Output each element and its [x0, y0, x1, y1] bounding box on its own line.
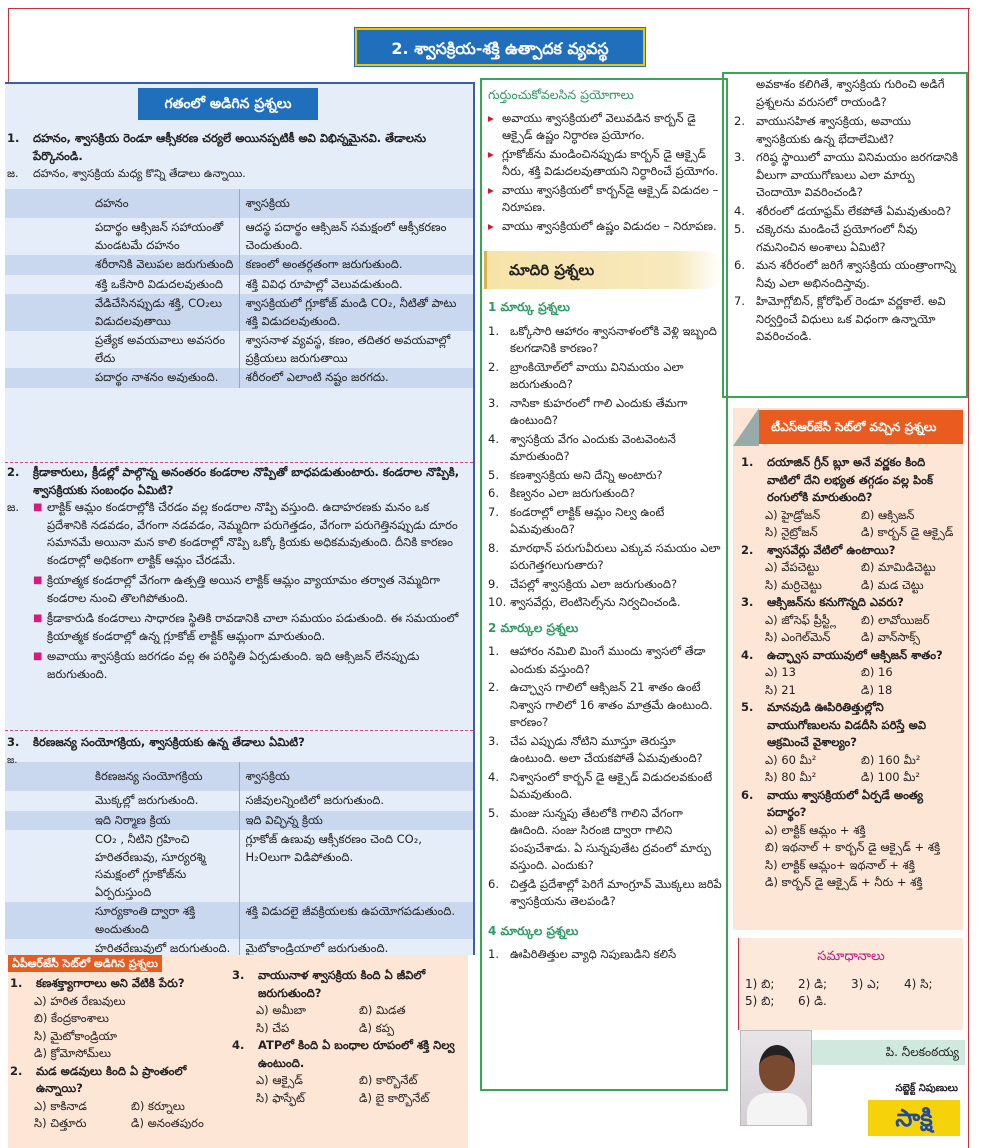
table-cell: శక్తి ఒకేసారి విడుదలవుతుంది [95, 276, 224, 291]
question-item [488, 876, 722, 911]
option: సి) 80 మీ² [765, 770, 817, 784]
question-row [230, 967, 462, 1002]
answer-item: 1) బి; [745, 976, 775, 991]
bullet-icon: ■ [33, 575, 43, 586]
option: బి) లావోయిజర్ [861, 612, 930, 627]
question-number: 1. [488, 644, 499, 658]
question-item [488, 467, 722, 485]
question-text: కణశక్త్యాగారాలు అని వేటికి పేరు? [36, 976, 185, 990]
table-cell: శక్తి వివిధ రూపాల్లో వెలువడుతుంది. [239, 275, 473, 295]
options [8, 993, 228, 1063]
options [739, 507, 957, 542]
option: సి) 21 [765, 682, 796, 697]
experiment-item [488, 110, 722, 145]
arrow-icon: ▸ [488, 146, 494, 161]
question-number: 2. [488, 680, 499, 694]
option: డి) 18 [861, 682, 893, 697]
question-item [488, 323, 722, 358]
question-text: చక్కెరను మండించే ప్రయోగంలో నీవు గమనించిన అంశాలు ఏమిటి? [756, 222, 918, 254]
one-mark-list [488, 323, 722, 612]
mcq-question [739, 594, 957, 647]
tsrjc-heading: టీఎస్‌ఆర్‌జేసీ సెట్‌లో వచ్చిన ప్రశ్నలు [759, 410, 963, 444]
table-cell: గ్లూకోజ్ ఉణువు ఆక్సీకరణం చెంది CO₂, H₂Oలుగా విడిపోతుంది. [239, 830, 473, 902]
question-text: చేపల్లో శ్వాసక్రియ ఎలా జరుగుతుంది? [510, 576, 678, 591]
option: బి) 160 మీ² [861, 752, 921, 767]
question-text: హిమోగ్లోబిన్, క్లోరోఫిల్ రెండూ వర్ణకాలే. అవి నిర్వర్తించే విధులు ఒక విధంగా ఉన్నాయో వివరించండి. [756, 294, 946, 343]
options [739, 752, 957, 787]
arrow-icon: ▸ [488, 182, 494, 197]
mcq-question [739, 542, 957, 595]
question-text: మడ అడవులు కింది ఏ ప్రాంతంలో ఉన్నాయి? [36, 1063, 187, 1095]
option: ఎ) హైడ్రోజన్ [765, 507, 821, 522]
question-text: కిరణజన్య సంయోగక్రియ, శ్వాసక్రియకు ఉన్న తేడాలు ఏమిటి? [33, 735, 305, 749]
option: ఎ) 60 మీ² [765, 752, 817, 767]
option: బి) మిడత [359, 1003, 406, 1017]
options [739, 612, 957, 647]
answers-list [745, 976, 957, 1011]
table-row [5, 331, 473, 368]
banner-triangle [733, 408, 759, 446]
divider [5, 730, 473, 731]
mcq-question [739, 787, 957, 892]
mcq-question [230, 967, 462, 1037]
question-text: మానవుడి ఊపిరితిత్తుల్లోని వాయుగోణులను విడదీసి పరిస్తే అవి ఆక్రమించే వైశాల్యం? [767, 700, 926, 749]
table-cell: ఆదస్థ పదార్థం ఆక్సిజన్ సమక్షంలో ఆక్సీకరణం చెందుతుంది. [239, 218, 473, 255]
table-header-row [5, 189, 473, 219]
table-cell: శ్వాసక్రియలో గ్లూకోజ్ మండి CO₂, నీటితో పాటు శక్తి విడుదలవుతుంది. [239, 294, 473, 331]
table-row [5, 218, 473, 255]
question-number: 4. [741, 647, 754, 662]
question-number: 3. [741, 595, 754, 609]
answer-item: 6) డి. [798, 994, 827, 1008]
experiments-list [488, 110, 722, 236]
page-border-right [968, 8, 969, 1148]
table-row [5, 368, 473, 388]
experiments-heading: గుర్తుంచుకోవలసిన ప్రయోగాలు [488, 87, 634, 102]
table-cell: సూర్యకాంతి ద్వారా శక్తి అందుతుంది [95, 904, 196, 936]
question-text: ఒక్కోసారి ఆహారం శ్వాసనాళంలోకి వెళ్లి ఇబ్బంది కలగడానికి కారణం? [510, 323, 717, 355]
question [5, 464, 473, 499]
table-header-cell: కిరణజన్య సంయోగక్రియ [95, 768, 203, 783]
table-row [5, 811, 473, 831]
answers-box [738, 938, 963, 1030]
table-cell: ఇది విచ్ఛిన్న క్రియ [239, 811, 473, 831]
page-border-top [8, 8, 970, 9]
question-number: 8. [488, 540, 499, 555]
question-item [734, 203, 960, 221]
question-number: 6. [734, 258, 745, 272]
option: సి) మర్రిచెట్టు [765, 577, 822, 592]
question-text: వాయు శ్వాసక్రియలో ఏర్పడే అంత్య పదార్థం? [767, 787, 924, 819]
table-cell: శ్వాసనాళ వ్యవస్థ, కణం, తదితర అవయవాల్లో ప్రక్రియలు జరుగుతాయి [239, 331, 473, 368]
option: డి) అనంతపురం [131, 1116, 204, 1130]
option: సి) మైటోకాండ్రియా [34, 1028, 118, 1043]
question-item [734, 221, 960, 256]
question-1-block [5, 130, 473, 388]
question-number: 1. [488, 947, 499, 961]
option: డి) వాన్‌సాక్స్ [861, 630, 920, 644]
answer-item: 5) బి; [745, 994, 775, 1008]
one-mark-heading: 1 మార్కు ప్రశ్నలు [488, 300, 570, 314]
bullet-icon: ■ [33, 613, 43, 624]
answer-bullet [5, 499, 473, 569]
answer-item: 4) సి; [904, 976, 933, 991]
question-text: ATPలో కింది ఏ బంధాల రూపంలో శక్తి నిల్వ ఉంటుంది. [258, 1038, 455, 1070]
option: బి) కేంద్రకాంశాలు [34, 1011, 109, 1025]
bullet-text: క్రియాత్మక కండరాల్లో వేగంగా ఉత్పత్తి అయిన లాక్టిక్ ఆమ్లం వ్యాయామం తర్వాత నెమ్మదిగా కండరాల నుంచి తొలగిపోతుంది. [47, 573, 440, 605]
question-text: చిత్తడి ప్రదేశాల్లో పెరిగే మాంగ్రూవ్ మొక్కలు జరిపే శ్వాసక్రియను తెలపండి? [510, 876, 722, 908]
option: సి) చేప [256, 1020, 290, 1035]
question-number: 4. [488, 769, 499, 784]
tsrjc-list [739, 454, 957, 892]
question-item [488, 946, 722, 964]
question-item [488, 540, 722, 575]
bullet-text: క్రీడాకారుడి కండరాలు సాధారణ స్థితికి రావడానికి చాలా సమయం పడుతుంది. ఈ సమయంలో క్రియాత్మక కండరాల్లో ఉన్న గ్లూకోజ్ లాక్టిక్ ఆమ్లంగా మారుతుంది. [47, 611, 459, 643]
option: డి) కప్ప [359, 1020, 394, 1035]
four-mark-q1-continued: అవకాశం కలిగితే, శ్వాసక్రియ గురించి అడిగే ప్రశ్నలను వరుసలో రాయండి? [756, 77, 945, 109]
option: సి) చిత్తూరు [34, 1116, 87, 1130]
question-number: 3. [232, 968, 245, 982]
table-cell: హరితరేణువులో జరుగుతుంది. [95, 941, 231, 955]
question-text: నాసికా కుహరంలో గాలి ఎందుకు తేమగా ఉంటుంది? [510, 395, 688, 427]
question-text: ఉచ్ఛ్వాస వాయువులో ఆక్సిజన్ శాతం? [767, 647, 943, 662]
question-number: 1. [741, 455, 754, 469]
table-cell: కణంలో అంతర్గతంగా జరుగుతుంది. [239, 255, 473, 275]
options [8, 1098, 228, 1133]
option: డి) బై కార్బొనేట్ [359, 1090, 430, 1105]
author-name: పి. నీలకంఠయ్య [812, 1040, 965, 1065]
question-number: 10. [488, 595, 507, 609]
arrow-icon: ▸ [488, 218, 494, 233]
question-item [488, 594, 722, 612]
four-mark-continued [722, 72, 968, 398]
four-mark-heading: 4 మార్కుల ప్రశ్నలు [488, 923, 579, 938]
question-number: 2. [741, 542, 754, 557]
answers-heading: సమాధానాలు [817, 949, 885, 964]
table-header-row [5, 762, 473, 792]
question-number: 2. [7, 465, 20, 479]
question-text: కండరాల్లో లాక్టిక్ ఆమ్లం నిల్వ ఉంటే ఏమవుతుంది? [510, 504, 665, 536]
table-header-cell: దహనం [95, 195, 129, 210]
option: సి) ఫాస్ఫేట్ [256, 1090, 305, 1105]
table-cell: సజీవులన్నింటిలో జరుగుతుంది. [239, 791, 473, 811]
answer-bullet [5, 648, 473, 683]
question-number: 3. [734, 150, 745, 164]
question-text: గరిష్ఠ స్థాయిలో వాయు వినిమయం జరగడానికి వీలుగా వాయుగోణులు ఎలా మార్పు చెందాయో వివరించండి? [756, 150, 959, 199]
answer-item: 3) ఎ; [851, 976, 880, 991]
question-number: 3. [488, 733, 499, 748]
aprjc-col-1 [8, 975, 228, 1133]
question-text: ఉచ్ఛ్వాస గాలిలో ఆక్సిజన్ 21 శాతం ఉంటే నిశ్వాస గాలిలో 16 శాతం మాత్రమే ఉంటుంది. కారణం? [510, 680, 713, 729]
table-row [5, 255, 473, 275]
question-number: 6. [741, 787, 754, 802]
answer [5, 499, 473, 683]
question-text: శ్వాసవేర్లు, లెంటిసెల్స్‌ను నిర్వచించండి. [510, 595, 681, 609]
options [739, 664, 957, 699]
author-shirt [747, 1093, 807, 1125]
comparison-table-3 [5, 762, 473, 959]
options [230, 1072, 462, 1107]
question-text: వాయునాళ శ్వాసక్రియ కింది ఏ జీవిలో జరుగుతుంది? [258, 968, 426, 1000]
option: బి) కర్నూలు [131, 1098, 185, 1113]
table-cell: వేడిచేసినప్పుడు శక్తి, CO₂లు విడుదలవుతాయి [95, 296, 222, 328]
option: ఎ) జోసెఫ్ ప్రీస్ట్లీ [765, 612, 836, 627]
option: డి) కార్బన్ డై ఆక్సైడ్ [861, 525, 954, 539]
arrow-icon: ▸ [488, 110, 494, 125]
aprjc-questions [8, 955, 468, 1148]
question-row [739, 787, 957, 822]
question-number: 4. [232, 1038, 245, 1052]
options [739, 559, 957, 594]
option: బి) ఇథనాల్ + కార్బన్ డై ఆక్సైడ్ + శక్తి [765, 840, 941, 854]
table-cell: శరీరానికి వెలుపల జరుగుతుంది [95, 257, 234, 271]
option: ఎ) ఆక్సైడ్ [256, 1073, 303, 1087]
question-number: 4. [734, 203, 745, 218]
options [230, 1002, 462, 1037]
question-item [488, 733, 722, 768]
question-text: వాయుసహిత శ్వాసక్రియ, అవాయు శ్వాసక్రియకు ఉన్న భేదాలేమిటి? [756, 114, 911, 146]
author-face [759, 1045, 795, 1091]
tsrjc-heading-banner [739, 408, 963, 446]
question-item [488, 359, 722, 394]
question-number: 7. [734, 294, 745, 308]
question-number: 2. [10, 1063, 23, 1078]
answer-bullet [5, 610, 473, 645]
question-number: 5. [488, 467, 499, 482]
question-number: 2. [488, 359, 499, 374]
question-item [734, 257, 960, 292]
question-text: దహనం, శ్వాసక్రియ రెండూ ఆక్సీకరణ చర్యలే అయినప్పటికీ అవి విభిన్నమైనవి. తేడాలను పేర్కొనండి. [33, 131, 427, 163]
table-row [5, 830, 473, 902]
table-cell: పదార్థం ఆక్సిజన్ సహాయంతో మండటమే దహనం [95, 220, 224, 252]
question-2-block [5, 464, 473, 686]
question-number: 5. [734, 222, 745, 236]
question-3-block [5, 734, 473, 959]
table-header-cell: శ్వాసక్రియ [239, 762, 473, 792]
option: సి) లాక్టిక్ ఆమ్లం+ ఇథనాల్ + శక్తి [765, 857, 915, 872]
mcq-question [8, 975, 228, 1063]
question-text: క్రీడాకారులు, క్రీడల్లో పాల్గొన్న అనంతరం కండరాల నొప్పితో బాధపడుతుంటారు. కండరాల నొప్పికి, శ్వాసక్రియకు సంబంధం ఏమిటి? [33, 465, 460, 497]
experiment-item [488, 182, 722, 217]
option: డి) కార్బన్ డై ఆక్సైడ్ + నీరు + శక్తి [765, 875, 923, 889]
question-number: 1. [7, 131, 20, 145]
experiment-item [488, 146, 722, 181]
mcq-question [739, 699, 957, 787]
option: డి) మడ చెట్టు [861, 577, 924, 592]
table-cell: మైటోకాండ్రియాలో జరుగుతుంది. [239, 939, 473, 959]
author-photo [740, 1030, 812, 1126]
experiment-text: అవాయు శ్వాసక్రియలో వెలువడిన కార్బన్ డై ఆక్సైడ్ ఉష్ణం నిర్ధారణ ప్రయోగం. [502, 110, 696, 142]
question-row [8, 975, 228, 993]
option: ఎ) 13 [765, 665, 796, 679]
question-text: మన శరీరంలో జరిగే శ్వాసక్రియ యంత్రాంగాన్ని నీవు ఎలా అభినందిస్తావు. [756, 258, 956, 290]
answer [5, 165, 473, 183]
answer-label: జ. [7, 755, 18, 766]
table-row [5, 294, 473, 331]
question-number: 2. [734, 114, 745, 128]
tsrjc-questions [733, 408, 963, 930]
question-number: 7. [488, 504, 499, 519]
question-number: 6. [488, 876, 499, 891]
question-text: దయాజిన్ గ్రీన్ బ్లూ అనే వర్ణకం కింది వాటిలో దేని లభ్యత తగ్గడం వల్ల పింక్ రంగులోకి మారుతుంది? [767, 455, 933, 504]
question-item [488, 643, 722, 678]
question-item [734, 293, 960, 346]
comparison-table-1 [5, 189, 473, 388]
question-row [739, 647, 957, 665]
question-number: 1. [488, 323, 499, 338]
aprjc-col-2 [230, 967, 462, 1107]
question-row [8, 1063, 228, 1098]
option: బి) మామిడిచెట్టు [861, 560, 936, 574]
question-item [488, 504, 722, 539]
option: డి) 100 మీ² [861, 770, 921, 784]
sakshi-logo: సాక్షి [868, 1100, 960, 1136]
question-row [739, 699, 957, 752]
question-text: బ్రాంకియోల్‌లో వాయు వినిమయం ఎలా జరుగుతుంది? [510, 359, 684, 391]
question-item [488, 576, 722, 594]
page-title: 2. శ్వాసక్రియ-శక్తి ఉత్పాదక వ్యవస్థ [355, 28, 645, 66]
question-item [734, 149, 960, 202]
experiment-text: గ్లూకోజ్‌ను మండించినప్పుడు కార్బన్ డై ఆక్సైడ్ నీరు, శక్తి విడుదలవుతాయని నిర్ధారించే ప్రయోగం. [502, 146, 719, 178]
option: బి) కార్బొనేట్ [359, 1073, 418, 1087]
question-text: కిణ్వనం ఎలా జరుగుతుంది? [510, 486, 636, 500]
question-text: శరీరంలో డయాఫ్రమ్ లేకపోతే ఏమవుతుంది? [756, 203, 952, 218]
question-text: శ్వాసక్రియ వేగం ఎందుకు వెంటవెంటనే మారుతుంది? [510, 431, 676, 463]
aprjc-heading: ఏపీఆర్‌జేసీ సెట్‌లో అడిగిన ప్రశ్నలు [8, 955, 162, 972]
previous-questions-heading: గతంలో అడిగిన ప్రశ్నలు [138, 88, 318, 120]
answer-text: దహనం, శ్వాసక్రియ మధ్య కొన్ని తేడాలు ఉన్నాయి. [33, 167, 246, 180]
question-row [230, 1037, 462, 1072]
mcq-question [739, 647, 957, 700]
option: బి) ఆక్సిజన్ [861, 507, 915, 522]
experiment-item [488, 218, 722, 236]
option: ఎ) లాక్టిక్ ఆమ్లం + శక్తి [765, 822, 866, 837]
answer-bullets [5, 499, 473, 683]
question-text: ఊపిరితిత్తుల వ్యాధి నిపుణుడిని కలిసే [510, 947, 677, 961]
table-cell: శరీరంలో ఎలాంటి నష్టం జరగదు. [239, 368, 473, 388]
mcq-question [739, 454, 957, 542]
table-cell: ఇది నిర్మాణ క్రియ [95, 812, 171, 827]
table-cell: ప్రత్యేక అవయవాలు అవసరం లేదు [95, 333, 226, 365]
table-row [5, 275, 473, 295]
question-row [739, 594, 957, 612]
model-questions-heading: మాదిరి ప్రశ్నలు [484, 251, 722, 289]
question-number: 9. [488, 576, 499, 591]
question-item [488, 485, 722, 503]
question-item [734, 113, 960, 148]
question-item [488, 805, 722, 875]
table-header-cell: శ్వాసక్రియ [239, 189, 473, 219]
question-number: 5. [488, 805, 499, 820]
bullet-text: అవాయు శ్వాసక్రియ జరగడం వల్ల ఈ పరిస్థితి ఏర్పడుతుంది. ఇది ఆక్సిజన్ లేనప్పుడు జరుగుతుంది. [47, 649, 420, 681]
question-item [488, 431, 722, 466]
answer-label: జ. [7, 167, 19, 180]
question-item [488, 679, 722, 732]
four-mark-list-continued [734, 113, 960, 346]
mcq-question [8, 1063, 228, 1133]
table-cell: మొక్కల్లో జరుగుతుంది. [95, 793, 199, 807]
question-number: 1. [10, 976, 23, 990]
option: బి) 16 [861, 665, 893, 679]
question-number: 6. [488, 486, 499, 500]
answer-bullet [5, 572, 473, 607]
two-mark-heading: 2 మార్కుల ప్రశ్నలు [488, 620, 579, 635]
table-cell: పదార్థం నాశనం అవుతుంది. [95, 370, 219, 384]
question-number: 4. [488, 431, 499, 446]
question-text: ఆక్సిజన్‌ను కనుగొన్నది ఎవరు? [767, 595, 904, 609]
option: ఎ) వేపచెట్టు [765, 560, 820, 574]
question-number: 3. [488, 395, 499, 410]
option: ఎ) కాకినాడ [34, 1098, 87, 1113]
question-text: ఆహారం నమిలి మింగే ముందు శ్వాసలో తేడా ఎందుకు వస్తుంది? [510, 644, 706, 676]
question-text: నిశ్వాసంలో కార్బన్ డై ఆక్సైడ్ విడుదలవకుంటే ఏమవుతుంది. [510, 769, 713, 801]
table-row [5, 791, 473, 811]
question-number: 3. [7, 735, 20, 749]
answer-label: జ. [7, 500, 20, 514]
question [5, 130, 473, 165]
divider [5, 462, 473, 463]
question-text: చేప ఎప్పుడు నోటిని మూస్తూ తెరుస్తూ ఉంటుంది. అలా చేయకపోతే ఏమవుతుంది? [510, 733, 703, 765]
table-cell: శక్తి విడుదలై జీవక్రియలకు ఉపయోగపడుతుంది. [239, 902, 473, 939]
answer-item: 2) డి; [798, 976, 828, 991]
question-row [739, 542, 957, 560]
bullet-icon: ■ [33, 651, 43, 662]
question-number: 5. [741, 700, 754, 714]
question-text: శ్వాసవేర్లు వేటిలో ఉంటాయి? [767, 542, 896, 557]
four-mark-list [488, 946, 722, 964]
option: ఎ) హరిత రేణువులు [34, 993, 126, 1008]
middle-column [480, 78, 728, 1091]
experiment-text: వాయు శ్వాసక్రియలో కార్బన్‌డై ఆక్సైడ్ విడుదల – నిరూపణ. [502, 182, 719, 214]
option: డి) క్రోమోసోమ్‌లు [34, 1046, 111, 1060]
mcq-question [230, 1037, 462, 1107]
experiment-text: వాయు శ్వాసక్రియలో ఉష్ణం విడుదల – నిరూపణ. [502, 218, 717, 233]
two-mark-list [488, 643, 722, 911]
table-cell: CO₂ , నీటిని గ్రహించి హరితరేణువు, సూర్యరశ్మి సమక్షంలో గ్లూకోజ్‌ను ఏర్పరుస్తుంది [95, 832, 206, 899]
previous-questions-panel [5, 82, 475, 955]
question-row [739, 454, 957, 507]
option: సి) ఎంగెల్‌మెన్ [765, 630, 831, 644]
option: ఎ) అమీబా [256, 1003, 307, 1017]
question-item [488, 395, 722, 430]
question-text: మంజు సున్నపు తేటలోకి గాలిని వేగంగా ఊదింది. సంజు సిరంజి ద్వారా గాలిని పంపుచేశాడు. ఏ సున్నపుతేట ద్రవంలో మార్పు వస్తుంది. ఎందుకు? [510, 805, 711, 872]
option: సి) నైట్రోజన్ [765, 525, 818, 539]
question-item [488, 769, 722, 804]
author-role: సబ్జెక్ట్ నిపుణులు [895, 1083, 958, 1094]
question [5, 734, 473, 752]
question-text: మారథాన్ పరుగువీరులు ఎక్కువ సమయం ఎలా పరుగెత్తగలుగుతారు? [510, 540, 721, 572]
table-row [5, 902, 473, 939]
bullet-icon: ■ [33, 502, 43, 513]
bullet-text: లాక్టిక్ ఆమ్లం కండరాల్లోకి చేరడం వల్ల కండరాల నొప్పి వస్తుంది. ఉదాహరణకు మనం ఒక ప్రదేశానికి నడవడం, వేగంగా నడవడం, నెమ్మదిగా పరుగెత్తడం, వేగంగా పరుగెత్తినప్పుడు దూరం సమానమే అయినా మన కాలి కండరాల్లో నొప్పి ఒక్కో క్రియకు అధికమవుతుంది. దీనికి కారణం కండరాల్లో అధికంగా లాక్టిక్ ఆమ్లం చేరడమే. [47, 500, 458, 567]
question-text: కణశ్వాసక్రియ అని దేన్ని అంటారు? [510, 467, 663, 482]
options [739, 822, 957, 892]
